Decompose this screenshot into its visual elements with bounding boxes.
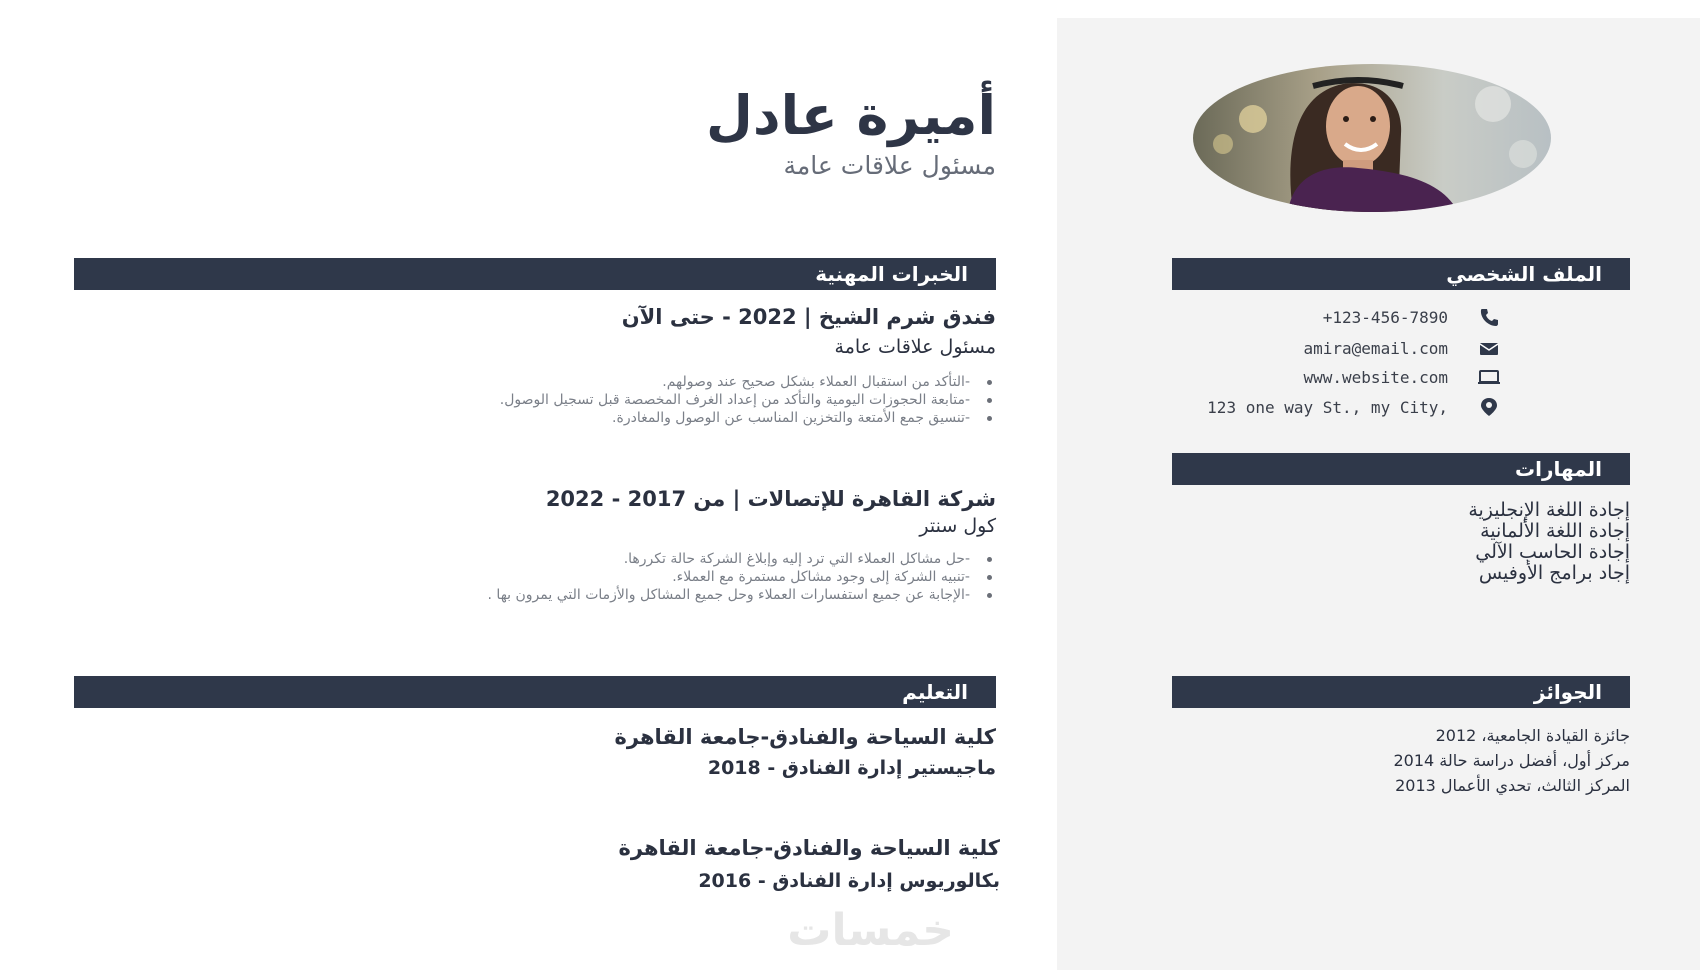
- list-item: -حل مشاكل العملاء التي ترد إليه وإبلاغ الشركة حالة تكررها.: [488, 550, 970, 568]
- section-header-education: [74, 676, 996, 708]
- contact-email: [1304, 337, 1501, 359]
- contact-phone: [1323, 306, 1500, 328]
- awards-list: [1393, 723, 1630, 798]
- section-header-skills: [1172, 453, 1630, 485]
- list-item: -التأكد من استقبال العملاء بشكل صحيح عند وصولهم.: [500, 373, 970, 391]
- section-title: الخبرات المهنية: [815, 262, 968, 286]
- website-url: www.website.com: [1303, 367, 1448, 387]
- list-item: إجاد برامج الأوفيس: [1478, 562, 1630, 584]
- list-item: مركز أول، أفضل دراسة حالة 2014: [1393, 751, 1630, 770]
- education-degree: ماجيستير إدارة الفنادق - 2018: [707, 757, 996, 779]
- candidate-name: أميرة عادل: [706, 84, 996, 147]
- watermark-logo: خمسات: [787, 905, 954, 956]
- list-item: إجادة اللغة الألمانية: [1480, 520, 1630, 542]
- education-degree: بكالوريوس إدارة الفنادق - 2016: [698, 870, 1000, 892]
- section-title: الملف الشخصي: [1446, 262, 1602, 286]
- location-pin-icon: [1478, 396, 1500, 418]
- profile-photo: [1193, 64, 1551, 212]
- contact-website: [1304, 366, 1501, 388]
- list-item: -الإجابة عن جميع استفسارات العملاء وحل جميع المشاكل والأزمات التي يمرون بها .: [487, 587, 970, 603]
- list-item: جائزة القيادة الجامعية، 2012: [1435, 726, 1630, 745]
- education-school: كلية السياحة والفنادق-جامعة القاهرة: [618, 836, 1000, 860]
- job-bullets: [500, 373, 994, 427]
- job-role: مسئول علاقات عامة: [834, 336, 996, 358]
- street-address: 123 one way St., my City,: [1207, 397, 1448, 417]
- list-item: إجادة اللغة الإنجليزية: [1468, 499, 1630, 521]
- section-title: المهارات: [1515, 457, 1602, 481]
- education-school: كلية السياحة والفنادق-جامعة القاهرة: [614, 725, 996, 749]
- website-icon: [1478, 366, 1500, 388]
- candidate-title: مسئول علاقات عامة: [783, 151, 996, 180]
- job-role: كول سنتر: [919, 515, 996, 537]
- list-item: -تنبيه الشركة إلى وجود مشاكل مستمرة مع العملاء.: [488, 568, 970, 586]
- section-header-profile: [1172, 258, 1630, 290]
- list-item: -تنسيق جمع الأمتعة والتخزين المناسب عن الوصول والمغادرة.: [500, 409, 970, 427]
- job-heading: فندق شرم الشيخ | 2022 - حتى الآن: [621, 305, 996, 329]
- section-title: التعليم: [902, 680, 968, 704]
- job-heading: شركة القاهرة للإتصالات | من 2017 - 2022: [545, 487, 996, 511]
- list-item: المركز الثالث، تحدي الأعمال 2013: [1395, 776, 1630, 795]
- email-icon: [1478, 337, 1500, 359]
- job-bullets: [488, 550, 994, 604]
- section-header-awards: [1172, 676, 1630, 708]
- list-item: -متابعة الحجوزات اليومية والتأكد من إعداد الغرف المخصصة قبل تسجيل الوصول.: [499, 392, 970, 408]
- phone-number: +123-456-7890: [1322, 307, 1448, 327]
- contact-address: [1207, 396, 1500, 418]
- section-header-experience: [74, 258, 996, 290]
- email-address: amira@email.com: [1303, 338, 1448, 358]
- list-item: إجادة الحاسب الآلي: [1475, 541, 1630, 563]
- phone-icon: [1478, 306, 1500, 328]
- skills-list: [1468, 500, 1630, 584]
- section-title: الجوائز: [1533, 680, 1602, 704]
